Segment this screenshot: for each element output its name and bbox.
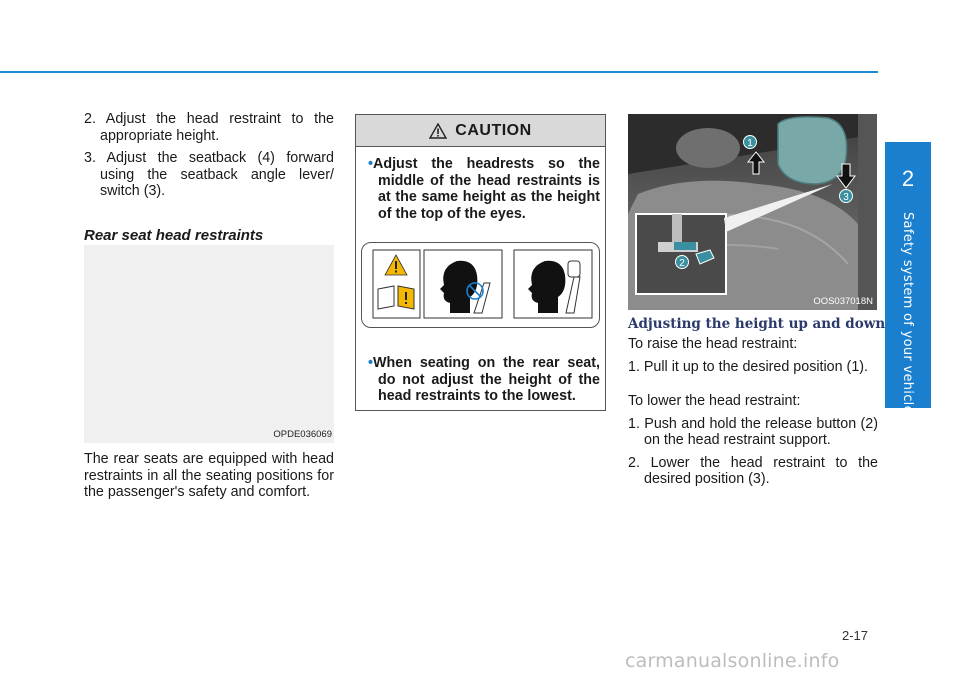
svg-text:2: 2 — [679, 258, 685, 269]
chapter-title: Safety system of your vehicle — [900, 212, 915, 414]
caution-bullet — [368, 355, 600, 405]
lower-intro: To lower the head restraint: — [628, 393, 801, 409]
chapter-side-tab — [885, 142, 931, 414]
caution-illustration — [361, 242, 600, 328]
caution-text: Adjust the headrests so the middle of the head restraints is at the same height as the height of the top of the eyes. — [373, 156, 600, 222]
image-code: OOS037018N — [813, 296, 873, 307]
caution-title: CAUTION — [455, 121, 532, 139]
svg-text:1: 1 — [747, 138, 753, 149]
lower-step: 1. Push and hold the release button (2) on the head restraint support. — [628, 415, 878, 448]
lower-step: 2. Lower the head restraint to the desired position (3). — [628, 454, 878, 487]
rear-headrest-photo — [628, 114, 877, 310]
left-column — [84, 111, 334, 258]
caution-text: When seating on the rear seat, do not adjust the height of the head restraints to the lowest. — [373, 355, 600, 404]
chapter-number: 2 — [901, 166, 915, 191]
raise-step: 1. Pull it up to the desired position (1). — [628, 358, 869, 375]
bullet-dot-icon: • — [368, 156, 374, 172]
bullet-dot-icon: • — [368, 355, 374, 371]
raise-intro: To raise the head restraint: — [628, 336, 798, 352]
caution-box — [355, 114, 606, 411]
warning-triangle-icon — [429, 123, 447, 139]
watermark: carmanualsonline.info — [625, 650, 840, 672]
body-paragraph: The rear seats are equipped with head restraints in all the seating positions for the passenger's safety and comfort. — [84, 451, 334, 500]
header-rule — [0, 71, 878, 73]
step-item: 3. Adjust the seatback (4) forward using the seatback angle lever/ switch (3). — [84, 150, 334, 199]
caution-header — [356, 115, 605, 147]
image-code: OPDE036069 — [273, 429, 332, 440]
headrest-highlight — [778, 117, 847, 184]
rear-headrest-image — [84, 245, 334, 443]
svg-text:3: 3 — [843, 192, 849, 203]
section-heading: Rear seat head restraints — [84, 226, 264, 244]
headrest-position-illustration — [362, 243, 599, 327]
caution-bullet — [368, 156, 600, 222]
right-body — [628, 336, 878, 494]
step-item: 2. Adjust the head restraint to the appropriate height. — [84, 111, 334, 144]
headrest-icon — [568, 261, 580, 277]
headrest-adjustment-photo — [628, 114, 877, 310]
subsection-heading: Adjusting the height up and down — [628, 316, 886, 332]
manual-book-icon — [378, 286, 394, 309]
page-number: 2-17 — [842, 628, 869, 643]
